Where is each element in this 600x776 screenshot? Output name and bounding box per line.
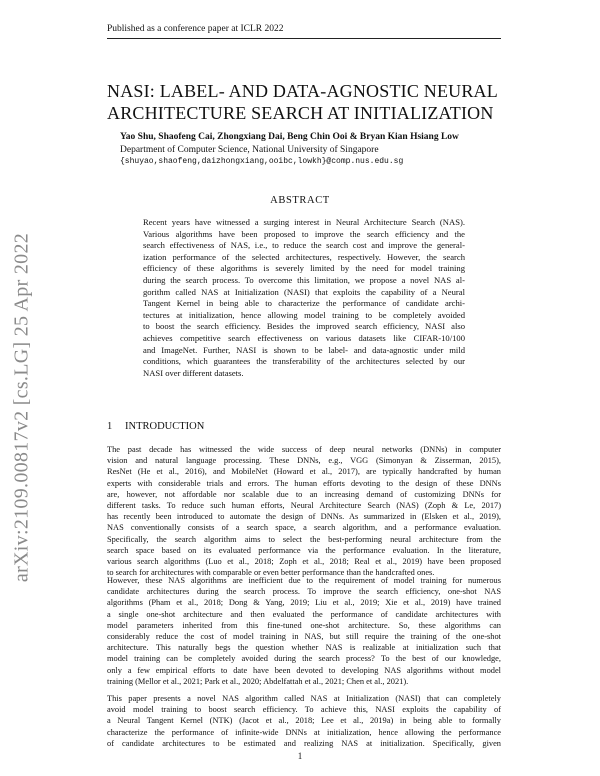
text-line: model parameters inherited from this fine-tuned one-shot architecture. So, these algorithms can: [107, 620, 501, 630]
section-title: INTRODUCTION: [125, 421, 205, 432]
text-line: algorithms (Pham et al., 2018; Dong & Yang, 2019; Liu et al., 2019; Xie et al., 2019) have trained: [107, 598, 501, 608]
text-line: experts with considerable trials and errors. The human efforts devoting to the design of these DNNs: [107, 478, 501, 488]
text-line: to search for architectures with comparable or even better performance than the handcrafted ones.: [107, 568, 435, 578]
text-line: avoid model training to boost search efficiency. To achieve this, NASI exploits the capability of: [107, 705, 501, 715]
text-line: a single one-shot architecture and then evaluated the performance of candidate architectures with: [107, 609, 501, 619]
page-number: 1: [297, 751, 303, 761]
abstract-heading: ABSTRACT: [270, 195, 330, 206]
text-line: characterize the performance of infinite-wide DNNs at initialization, hence allowing the performance: [107, 727, 501, 737]
intro-paragraph: [107, 575, 501, 687]
text-line: has recently been introduced to automate the design of DNNs. As summarized in (Elsken et al., 2019),: [107, 512, 501, 522]
text-line: search space based on its evaluated performance via the performance evaluation. In the literature,: [107, 545, 501, 555]
title-line: NASI: LABEL- AND DATA-AGNOSTIC NEURAL: [107, 81, 498, 101]
text-line: achieves competitive search effectiveness on various datasets like CIFAR-10/100: [143, 332, 465, 343]
text-line: NAS conventionally consists of a search space, a search algorithm, and a performance evaluation.: [107, 523, 501, 533]
text-line: ization performance of the selected architectures, respectively. However, the search: [143, 251, 465, 262]
text-line: search effectiveness of NAS, i.e., to reduce the search cost and improve the general-: [143, 240, 465, 251]
text-line: This paper presents a novel NAS algorithm called NAS at Initialization (NASI) that can completely: [107, 694, 501, 703]
abstract-body: [143, 217, 465, 379]
text-line: NASI over different datasets.: [143, 367, 244, 378]
text-line: are, however, not affordable nor scalable due to an increasing demand of customizing DNNs for: [107, 489, 501, 499]
text-line: architecture. This naturally begs the question whether NAS is realizable at initialization such that: [107, 643, 501, 653]
text-line: considerably reduce the cost of model training in NAS, but still require the training of the one-shot: [107, 632, 501, 642]
running-head: Published as a conference paper at ICLR 2022: [107, 24, 284, 34]
text-line: model training can be completely avoided during the search process? To the best of our knowledge,: [107, 654, 501, 664]
text-line: Various algorithms have been proposed to improve the search efficiency and the: [143, 228, 465, 239]
text-line: tectures at initialization, hence allowing model training to be completely avoided: [143, 309, 465, 320]
text-line: a Neural Tangent Kernel (NTK) (Jacot et al., 2018; Lee et al., 2019a) in being able to formally: [107, 716, 501, 726]
section-heading: [107, 421, 204, 432]
intro-paragraph: [107, 693, 501, 749]
intro-paragraph: [107, 444, 501, 578]
text-line: and ImageNet. Further, NASI is shown to be label- and data-agnostic under mild: [143, 344, 465, 355]
text-line: gorithm called NAS at Initialization (NASI) that exploits the capability of a Neural: [143, 286, 465, 297]
text-line: training (Mellor et al., 2021; Park et al., 2020; Abdelfattah et al., 2021; Chen et al., 2021).: [107, 676, 409, 686]
text-line: various search algorithms (Luo et al., 2018; Zoph et al., 2018; Real et al., 2019) have been proposed: [107, 557, 501, 567]
text-line: of candidate architectures to be estimated and realizing NAS at initialization. Specifically, given: [107, 738, 501, 748]
text-line: only a few empirical efforts to date have been devoted to developing NAS algorithms without model: [107, 665, 501, 675]
header-rule: [107, 38, 501, 39]
section-number: 1: [107, 421, 113, 432]
text-line: Specifically, the search algorithm aims to select the best-performing neural architecture from the: [107, 534, 501, 544]
text-line: during the search process. To overcome this limitation, we propose a novel NAS al-: [143, 274, 465, 285]
text-line: ResNet (He et al., 2016), and MobileNet (Howard et al., 2017), are typically handcrafted by human: [107, 467, 501, 477]
text-line: Tangent Kernel in being able to characterize the performance of candidate archi-: [143, 298, 465, 309]
text-line: Recent years have witnessed a surging interest in Neural Architecture Search (NAS).: [143, 217, 465, 227]
author-emails: {shuyao,shaofeng,daizhongxiang,ooibc,lowkh}@comp.nus.edu.sg: [120, 157, 404, 166]
text-line: different tasks. To reduce such human efforts, Neural Architecture Search (NAS) (Zoph & Le, 2017): [107, 501, 501, 511]
affiliation: Department of Computer Science, National University of Singapore: [120, 145, 379, 155]
author-list: Yao Shu, Shaofeng Cai, Zhongxiang Dai, Beng Chin Ooi & Bryan Kian Hsiang Low: [120, 132, 459, 142]
text-line: vision and natural language processing. These DNNs, e.g., VGG (Simonyan & Zisserman, 2015),: [107, 456, 501, 466]
text-line: to boost the search efficiency. Besides the improved search efficiency, NASI also: [143, 321, 465, 332]
paper-title: [107, 80, 507, 124]
text-line: However, these NAS algorithms are inefficient due to the requirement of model training for numerous: [107, 576, 501, 585]
text-line: efficiency of these algorithms is severely limited by the need for model training: [143, 263, 465, 274]
title-line: ARCHITECTURE SEARCH AT INITIALIZATION: [107, 103, 494, 123]
text-line: candidate architectures during the search process. To improve the search efficiency, one-shot NAS: [107, 587, 501, 597]
text-line: The past decade has witnessed the wide success of deep neural networks (DNNs) in computer: [107, 445, 501, 454]
text-line: conditions, which guarantees the transferability of the architectures selected by our: [143, 356, 465, 367]
arxiv-stamp: arXiv:2109.00817v2 [cs.LG] 25 Apr 2022: [10, 232, 33, 583]
